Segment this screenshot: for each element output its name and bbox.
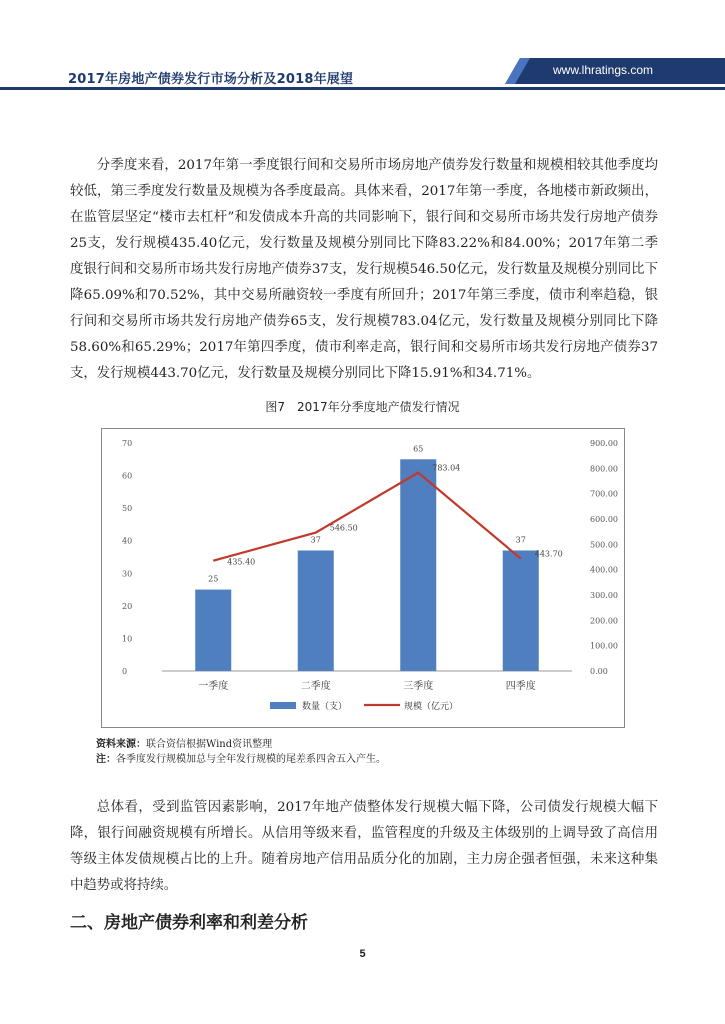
x-axis-category-label: 一季度 (198, 681, 229, 692)
note-label: 注： (96, 754, 116, 765)
header-rule (0, 87, 725, 90)
line-data-label: 443.70 (534, 549, 563, 559)
source-notes (96, 737, 386, 767)
section-title: 二、房地产债券利率和利差分析 (70, 913, 308, 933)
chart-container (101, 428, 625, 728)
left-axis-tick-label: 70 (122, 439, 133, 448)
paragraph-summary: 总体看，受到监管因素影响，2017年地产债整体发行规模大幅下降，公司债发行规模大幅下降，银行间融资规模有所增长。从信用等级来看，监管程度的升级及主体级别的上调导致了高信用等级主体发债规模占比的上升。随着房地产信用品质分化的加剧，主力房企强者恒强，未来这种集中趋势或将持续。 (70, 800, 658, 893)
page-header (0, 0, 725, 100)
chart-svg (102, 429, 624, 727)
bar-quantity (400, 459, 436, 671)
right-axis-tick-label: 400.00 (590, 565, 618, 575)
x-axis-category-label: 二季度 (300, 681, 331, 692)
left-axis-tick-label: 60 (122, 471, 133, 481)
right-axis-tick-label: 100.00 (590, 641, 618, 651)
legend-label-scale: 规模（亿元） (404, 702, 459, 712)
right-axis-tick-label: 800.00 (590, 464, 618, 474)
x-axis-category-label: 四季度 (505, 681, 536, 692)
right-axis-tick-label: 600.00 (590, 515, 618, 524)
right-axis-tick-label: 300.00 (590, 591, 618, 600)
left-axis-tick-label: 10 (122, 634, 133, 644)
line-scale (213, 473, 521, 561)
line-data-label: 435.40 (227, 557, 256, 567)
x-axis-category-label: 三季度 (403, 681, 434, 692)
header-url: www.lhratings.com (553, 63, 654, 77)
left-axis-tick-label: 0 (122, 667, 128, 676)
bar-data-label: 37 (515, 535, 526, 545)
line-data-label: 546.50 (329, 523, 358, 533)
right-axis-tick-label: 900.00 (590, 439, 618, 448)
bar-quantity (298, 550, 334, 671)
bar-data-label: 65 (413, 444, 424, 454)
right-axis-tick-label: 200.00 (590, 616, 618, 626)
source-text: 联合资信根据Wind资讯整理 (146, 739, 273, 750)
left-axis-tick-label: 50 (122, 504, 133, 514)
bar-data-label: 37 (310, 535, 321, 545)
left-axis-tick-label: 20 (122, 601, 133, 611)
right-axis-tick-label: 0.00 (590, 667, 608, 676)
bar-quantity (195, 590, 231, 671)
header-title: 2017年房地产债券发行市场分析及2018年展望 (68, 72, 354, 87)
legend-swatch-quantity (270, 702, 296, 709)
legend-label-quantity: 数量（支） (302, 702, 348, 712)
page-number: 5 (359, 948, 366, 960)
right-axis-tick-label: 700.00 (590, 489, 618, 499)
left-axis-tick-label: 30 (122, 569, 133, 579)
bar-quantity (503, 550, 539, 671)
note-text: 各季度发行规模加总与全年发行规模的尾差系四舍五入产生。 (116, 754, 386, 765)
right-axis-tick-label: 500.00 (590, 540, 618, 550)
bar-data-label: 25 (208, 574, 219, 584)
figure-title: 图7 2017年分季度地产债发行情况 (265, 400, 460, 414)
source-label: 资料来源： (96, 739, 146, 750)
paragraph-quarterly-analysis: 分季度来看，2017年第一季度银行间和交易所市场房地产债券发行数量和规模相较其他季度均较低，第三季度发行数量及规模为各季度最高。具体来看，2017年第一季度，各地楼市新政频出，在监管层坚定“楼市去杠杆”和发债成本升高的共同影响下，银行间和交易所市场共发行房地产债券25支，发行规模435.40亿元，发行数量及规模分别同比下降83.22%和84.00%；2017年第二季度银行间和交易所市场共发行房地产债券37支，发行规模546.50亿元，发行数量及规模分别同比下降65.09%和70.52%，其中交易所融资较一季度有所回升；2017年第三季度，债市利率趋稳，银行间和交易所市场共发行房地产债券65支，发行规模783.04亿元，发行数量及规模分别同比下降58.60%和65.29%；2017年第四季度，债市利率走高，银行间和交易所市场共发行房地产债券37支，发行规模443.70亿元，发行数量及规模分别同比下降15.91%和34.71%。 (70, 158, 658, 381)
left-axis-tick-label: 40 (122, 536, 133, 546)
line-data-label: 783.04 (432, 463, 461, 473)
